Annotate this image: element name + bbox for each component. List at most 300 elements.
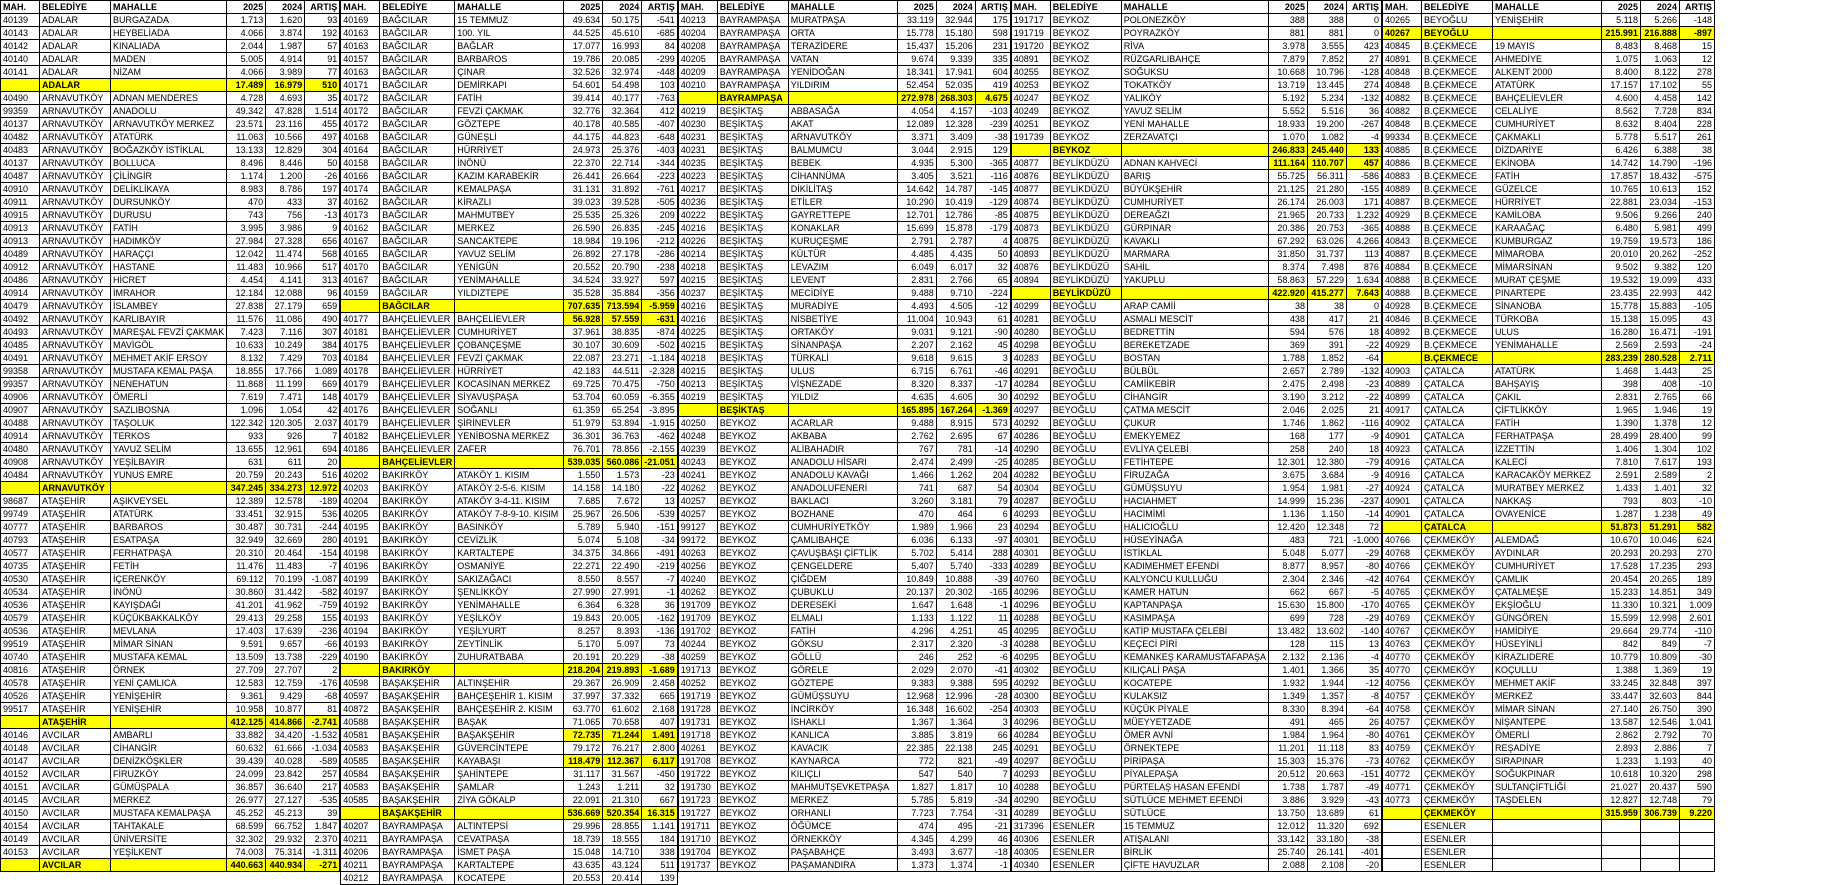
cell-y2025[interactable]: 842 — [1601, 638, 1640, 651]
cell-mahalle[interactable]: YENİMAHALLE — [455, 274, 564, 287]
cell-mah[interactable]: 40231 — [678, 131, 717, 144]
cell-mah[interactable]: 40283 — [1011, 352, 1050, 365]
cell-mah[interactable]: 40876 — [1011, 261, 1050, 274]
cell-y2024[interactable]: 1.817 — [936, 781, 975, 794]
cell-belediye[interactable]: ARNAVUTKÖY — [40, 222, 111, 235]
table-row[interactable] — [678, 521, 1010, 534]
table-row[interactable] — [1382, 326, 1714, 339]
cell-belediye[interactable]: BAĞCILAR — [380, 105, 455, 118]
cell-y2025[interactable]: 27.984 — [227, 235, 266, 248]
cell-mah[interactable]: 40171 — [341, 79, 380, 92]
cell-mahalle[interactable]: DİKİLİTAŞ — [788, 183, 897, 196]
cell-y2024[interactable]: 71.244 — [603, 729, 642, 742]
cell-belediye[interactable]: ÇATALCA — [1421, 417, 1492, 430]
cell-mah[interactable]: 40296 — [1011, 586, 1050, 599]
table-row[interactable] — [1382, 300, 1714, 313]
cell-y2024[interactable]: 19.200 — [1307, 118, 1346, 131]
cell-mahalle[interactable]: LEVENT — [788, 274, 897, 287]
cell-artis[interactable]: -80 — [1346, 729, 1381, 742]
cell-mah[interactable]: 40887 — [1382, 196, 1421, 209]
cell-belediye[interactable]: ATAŞEHİR — [40, 638, 111, 651]
cell-belediye[interactable]: ARNAVUTKÖY — [40, 456, 111, 469]
cell-y2025[interactable]: 11.063 — [227, 131, 266, 144]
cell-y2025[interactable]: 33.451 — [227, 508, 266, 521]
cell-mahalle[interactable]: PAŞAMANDIRA — [788, 859, 897, 872]
cell-y2024[interactable]: 12.348 — [1307, 521, 1346, 534]
cell-artis[interactable]: 270 — [1679, 547, 1714, 560]
cell-mahalle[interactable]: PİYALEPAŞA — [1121, 768, 1268, 781]
cell-y2025[interactable]: 33.447 — [1601, 690, 1640, 703]
cell-mahalle[interactable]: YENİŞEHİR — [1492, 14, 1601, 27]
cell-belediye[interactable]: BEYOĞLU — [1050, 443, 1121, 456]
cell-mah[interactable]: 40848 — [1382, 79, 1421, 92]
cell-mah[interactable]: 40740 — [1, 651, 40, 664]
cell-belediye[interactable]: BEYOĞLU — [1050, 495, 1121, 508]
cell-y2024[interactable]: 18.555 — [603, 833, 642, 846]
cell-y2024[interactable]: 4.458 — [1640, 92, 1679, 105]
table-row[interactable] — [678, 274, 1010, 287]
table-row[interactable] — [1, 14, 340, 27]
cell-mah[interactable]: 40236 — [678, 196, 717, 209]
cell-belediye[interactable]: BEYKOZ — [717, 612, 788, 625]
cell-artis[interactable]: 624 — [1679, 534, 1714, 547]
cell-y2025[interactable]: 15.599 — [1601, 612, 1640, 625]
cell-mahalle[interactable]: MECİDİYE — [788, 287, 897, 300]
cell-belediye[interactable]: ADALAR — [40, 66, 111, 79]
table-row[interactable] — [678, 599, 1010, 612]
table-row[interactable] — [341, 625, 678, 638]
cell-mahalle[interactable]: ÇATALMEŞE — [1492, 586, 1601, 599]
cell-artis[interactable]: -874 — [642, 326, 678, 339]
table-row[interactable] — [1, 391, 340, 404]
cell-artis[interactable]: 2.458 — [642, 677, 678, 690]
cell-belediye[interactable]: BEYOĞLU — [1050, 469, 1121, 482]
cell-mahalle[interactable]: ÇİĞDEM — [788, 573, 897, 586]
cell-y2024[interactable]: 12.748 — [1640, 794, 1679, 807]
cell-artis[interactable]: -189 — [305, 495, 340, 508]
cell-mah[interactable]: 40299 — [1011, 300, 1050, 313]
cell-y2024[interactable]: 5.077 — [1307, 547, 1346, 560]
cell-artis[interactable]: 2.037 — [305, 417, 340, 430]
cell-artis[interactable]: 204 — [975, 469, 1010, 482]
cell-y2025[interactable]: 7.423 — [227, 326, 266, 339]
cell-y2025[interactable]: 2.791 — [897, 235, 936, 248]
cell-mahalle[interactable]: MURAT ÇEŞME — [1492, 274, 1601, 287]
cell-y2024[interactable]: 8.957 — [1307, 560, 1346, 573]
cell-belediye[interactable]: BEŞİKTAŞ — [717, 313, 788, 326]
cell-belediye[interactable]: ÇEKMEKÖY — [1421, 560, 1492, 573]
cell-mah[interactable]: 40906 — [1, 391, 40, 404]
cell-belediye[interactable]: BEŞİKTAŞ — [717, 274, 788, 287]
cell-y2025[interactable]: 474 — [897, 820, 936, 833]
cell-y2024[interactable]: 1.374 — [936, 859, 975, 872]
cell-y2024[interactable]: 12.088 — [266, 287, 305, 300]
cell-artis[interactable]: 844 — [1679, 690, 1714, 703]
cell-belediye[interactable]: ÇEKMEKÖY — [1421, 716, 1492, 729]
table-row[interactable] — [678, 118, 1010, 131]
cell-artis[interactable]: -365 — [1346, 222, 1381, 235]
cell-y2024[interactable]: 10.419 — [936, 196, 975, 209]
table-row[interactable] — [341, 144, 678, 157]
cell-mah[interactable]: 191713 — [678, 664, 717, 677]
cell-y2024[interactable]: 3.555 — [1307, 40, 1346, 53]
cell-belediye[interactable]: ATAŞEHİR — [40, 651, 111, 664]
cell-artis[interactable]: -5.959 — [642, 300, 678, 313]
cell-mah[interactable]: 40172 — [341, 105, 380, 118]
cell-mahalle[interactable]: EKŞİOĞLU — [1492, 599, 1601, 612]
table-row[interactable] — [678, 755, 1010, 768]
cell-belediye[interactable]: BEŞİKTAŞ — [717, 365, 788, 378]
cell-mahalle[interactable]: AHMEDİYE — [1492, 53, 1601, 66]
cell-y2024[interactable]: 1.082 — [1307, 131, 1346, 144]
cell-y2025[interactable]: 2.088 — [1268, 859, 1307, 872]
cell-y2025[interactable]: 1.466 — [897, 469, 936, 482]
cell-mah[interactable]: 40894 — [1011, 274, 1050, 287]
cell-artis[interactable]: -151 — [1346, 768, 1381, 781]
cell-y2024[interactable]: 54.498 — [603, 79, 642, 92]
table-row[interactable] — [1382, 742, 1714, 755]
cell-y2025[interactable]: 1.788 — [1268, 352, 1307, 365]
table-row[interactable] — [1, 560, 340, 573]
cell-y2024[interactable]: 881 — [1307, 27, 1346, 40]
cell-y2024[interactable]: 40.585 — [603, 118, 642, 131]
cell-artis[interactable]: -29 — [1346, 612, 1381, 625]
table-row[interactable] — [1011, 170, 1381, 183]
cell-mah[interactable]: 40882 — [1382, 105, 1421, 118]
cell-y2024[interactable]: 687 — [936, 482, 975, 495]
cell-belediye[interactable]: B.ÇEKMECE — [1421, 157, 1492, 170]
cell-y2024[interactable]: 26.750 — [1640, 703, 1679, 716]
table-row[interactable] — [1382, 846, 1714, 859]
cell-y2025[interactable]: 41.201 — [227, 599, 266, 612]
cell-mah[interactable]: 40249 — [1011, 105, 1050, 118]
cell-y2025[interactable]: 14.642 — [897, 183, 936, 196]
cell-mah[interactable]: 191731 — [678, 716, 717, 729]
cell-y2024[interactable]: 32.848 — [1640, 677, 1679, 690]
cell-mahalle[interactable]: MURATBEY MERKEZ — [1492, 482, 1601, 495]
cell-belediye[interactable]: B.ÇEKMECE — [1421, 209, 1492, 222]
cell-y2024[interactable]: 43.124 — [603, 859, 642, 872]
cell-mahalle[interactable]: DERESEKİ — [788, 599, 897, 612]
table-row[interactable] — [341, 846, 678, 859]
table-row[interactable] — [1011, 339, 1381, 352]
cell-artis[interactable]: -1 — [975, 599, 1010, 612]
table-row[interactable] — [1011, 40, 1381, 53]
cell-y2024[interactable]: 2.499 — [936, 456, 975, 469]
cell-mah[interactable]: 40875 — [1011, 235, 1050, 248]
cell-y2024[interactable]: 5.517 — [1640, 131, 1679, 144]
cell-mah[interactable]: 40908 — [1, 456, 40, 469]
cell-mahalle[interactable]: DELİKLİKAYA — [111, 183, 227, 196]
table-total-row[interactable] — [678, 92, 1010, 105]
cell-belediye[interactable]: BAĞCILAR — [380, 157, 455, 170]
column-header-beledi-ye[interactable]: BELEDİYE — [1050, 1, 1121, 14]
table-row[interactable] — [341, 196, 678, 209]
cell-y2024[interactable]: 11.199 — [266, 378, 305, 391]
cell-mah[interactable]: 40261 — [678, 742, 717, 755]
cell-y2024[interactable]: 27.328 — [266, 235, 305, 248]
cell-mah[interactable]: 99358 — [1, 365, 40, 378]
cell-mahalle[interactable]: ATATÜRK — [111, 508, 227, 521]
cell-artis[interactable]: -18 — [975, 846, 1010, 859]
cell-mahalle[interactable]: BEBEK — [788, 157, 897, 170]
cell-mah[interactable]: 99359 — [1, 105, 40, 118]
cell-artis[interactable]: 155 — [305, 612, 340, 625]
cell-y2025[interactable]: 8.877 — [1268, 560, 1307, 573]
cell-belediye[interactable]: BEYOĞLU — [1050, 599, 1121, 612]
cell-mahalle[interactable]: ÇİLİNGİR — [111, 170, 227, 183]
table-row[interactable] — [341, 14, 678, 27]
cell-mah[interactable]: 40876 — [1011, 170, 1050, 183]
cell-artis[interactable]: -9 — [1346, 469, 1381, 482]
cell-artis[interactable]: -1.532 — [305, 729, 340, 742]
cell-y2024[interactable]: 391 — [1307, 339, 1346, 352]
cell-y2025[interactable]: 11.330 — [1601, 599, 1640, 612]
cell-y2024[interactable]: 7.728 — [1640, 105, 1679, 118]
cell-y2025[interactable]: 128 — [1268, 638, 1307, 651]
cell-belediye[interactable]: BEYOĞLU — [1050, 417, 1121, 430]
cell-y2025[interactable]: 20.759 — [227, 469, 266, 482]
cell-y2024[interactable]: 9.615 — [936, 352, 975, 365]
cell-mahalle[interactable]: SOĞUKPINAR — [1492, 768, 1601, 781]
cell-mahalle[interactable]: OVAYENİCE — [1492, 508, 1601, 521]
cell-belediye[interactable]: BEYKOZ — [717, 534, 788, 547]
cell-mahalle[interactable]: KAYNARCA — [788, 755, 897, 768]
cell-belediye[interactable]: ESENLER — [1050, 820, 1121, 833]
cell-mah[interactable]: 40901 — [1382, 508, 1421, 521]
cell-y2024[interactable]: 245.440 — [1307, 144, 1346, 157]
cell-artis[interactable]: -191 — [1679, 326, 1714, 339]
cell-belediye[interactable]: BEYOĞLU — [1050, 508, 1121, 521]
cell-artis[interactable]: -85 — [975, 209, 1010, 222]
cell-mah[interactable]: 40158 — [341, 157, 380, 170]
cell-y2024[interactable]: 27.991 — [603, 586, 642, 599]
cell-artis[interactable]: 261 — [1679, 131, 1714, 144]
cell-mahalle[interactable]: FATİH — [455, 92, 564, 105]
cell-belediye[interactable]: BEYOĞLU — [1050, 300, 1121, 313]
cell-y2025[interactable]: 594 — [1268, 326, 1307, 339]
table-row[interactable] — [1011, 378, 1381, 391]
cell-artis[interactable]: -450 — [642, 768, 678, 781]
cell-mah[interactable]: 40899 — [1382, 391, 1421, 404]
cell-y2025[interactable]: 2.317 — [897, 638, 936, 651]
cell-belediye[interactable]: BEYKOZ — [717, 794, 788, 807]
cell-belediye[interactable]: BAĞCILAR — [380, 118, 455, 131]
cell-y2025[interactable]: 29.413 — [227, 612, 266, 625]
table-row[interactable] — [1011, 729, 1381, 742]
cell-mah[interactable]: 40231 — [678, 144, 717, 157]
cell-y2024[interactable]: 1.944 — [1307, 677, 1346, 690]
cell-y2024[interactable]: 18.432 — [1640, 170, 1679, 183]
cell-y2025[interactable]: 470 — [227, 196, 266, 209]
cell-y2024[interactable]: 10.320 — [1640, 768, 1679, 781]
cell-artis[interactable]: -333 — [975, 560, 1010, 573]
cell-artis[interactable]: 93 — [305, 14, 340, 27]
table-row[interactable] — [341, 183, 678, 196]
cell-mah[interactable]: 40212 — [341, 872, 380, 885]
cell-artis[interactable]: -448 — [642, 66, 678, 79]
cell-y2025[interactable]: 12.301 — [1268, 456, 1307, 469]
cell-artis[interactable]: 582 — [1679, 521, 1714, 534]
cell-mahalle[interactable]: AKBABA — [788, 430, 897, 443]
cell-y2024[interactable]: 3.181 — [936, 495, 975, 508]
cell-belediye[interactable]: BAYRAMPAŞA — [380, 820, 455, 833]
cell-mahalle[interactable]: TERKOS — [111, 430, 227, 443]
cell-mahalle[interactable]: FİRUZAĞA — [1121, 469, 1268, 482]
cell-mah[interactable]: 40588 — [341, 716, 380, 729]
table-row[interactable] — [1, 118, 340, 131]
cell-mah[interactable]: 40765 — [1382, 599, 1421, 612]
cell-mahalle[interactable]: KEMANKEŞ KARAMUSTAFAPAŞA — [1121, 651, 1268, 664]
cell-belediye[interactable]: BEYOĞLU — [1050, 690, 1121, 703]
cell-y2024[interactable]: 3.409 — [936, 131, 975, 144]
cell-mahalle[interactable]: FATİH — [1492, 417, 1601, 430]
table-row[interactable] — [678, 703, 1010, 716]
cell-y2025[interactable]: 12.389 — [227, 495, 266, 508]
cell-mahalle[interactable]: ALTINŞEHİR — [455, 677, 564, 690]
column-header-mah[interactable]: MAH. — [1011, 1, 1050, 14]
table-row[interactable] — [1, 573, 340, 586]
cell-mah[interactable]: 40534 — [1, 586, 40, 599]
cell-y2024[interactable]: 20.085 — [603, 53, 642, 66]
cell-belediye[interactable]: ÇEKMEKÖY — [1421, 651, 1492, 664]
cell-artis[interactable]: 7 — [975, 768, 1010, 781]
cell-belediye[interactable]: ATAŞEHİR — [40, 586, 111, 599]
cell-artis[interactable]: 2.601 — [1679, 612, 1714, 625]
cell-y2025[interactable]: 28.499 — [1601, 430, 1640, 443]
table-row[interactable] — [1382, 677, 1714, 690]
cell-mah[interactable]: 191723 — [678, 794, 717, 807]
cell-mahalle[interactable]: KILIÇLI — [788, 768, 897, 781]
cell-mahalle[interactable]: CEVİZLİK — [455, 534, 564, 547]
table-row[interactable] — [1382, 547, 1714, 560]
cell-y2025[interactable]: 1.989 — [897, 521, 936, 534]
cell-mahalle[interactable]: ANADOLU — [111, 105, 227, 118]
cell-belediye[interactable]: AVCILAR — [40, 807, 111, 820]
cell-y2024[interactable]: 7.429 — [266, 352, 305, 365]
column-header-mah[interactable]: MAH. — [341, 1, 380, 14]
cell-mahalle[interactable]: 100. YIL — [455, 27, 564, 40]
cell-mah[interactable]: 40891 — [1011, 53, 1050, 66]
table-row[interactable] — [341, 248, 678, 261]
table-row[interactable] — [1011, 599, 1381, 612]
cell-y2025[interactable]: 4.635 — [897, 391, 936, 404]
cell-belediye[interactable]: BEYKOZ — [1050, 105, 1121, 118]
cell-belediye[interactable]: BAKIRKÖY — [380, 534, 455, 547]
table-row[interactable] — [1011, 105, 1381, 118]
cell-artis[interactable]: 6.117 — [642, 755, 678, 768]
cell-mah[interactable]: 40893 — [1011, 248, 1050, 261]
cell-mahalle[interactable]: YEŞİLKENT — [111, 846, 227, 859]
cell-artis[interactable]: 307 — [305, 326, 340, 339]
table-row[interactable] — [1011, 625, 1381, 638]
table-row[interactable] — [341, 404, 678, 417]
table-row[interactable] — [1011, 14, 1381, 27]
cell-mahalle[interactable]: BAĞLAR — [455, 40, 564, 53]
cell-mah[interactable]: 40911 — [1, 196, 40, 209]
cell-artis[interactable]: 604 — [975, 66, 1010, 79]
table-row[interactable] — [1382, 768, 1714, 781]
cell-artis[interactable]: -14 — [975, 443, 1010, 456]
cell-artis[interactable]: 1.491 — [642, 729, 678, 742]
cell-mahalle[interactable]: HASTANE — [111, 261, 227, 274]
cell-y2024[interactable]: 52.035 — [936, 79, 975, 92]
column-header-2024[interactable]: 2024 — [1640, 1, 1679, 14]
cell-y2024[interactable]: 23.842 — [266, 768, 305, 781]
cell-artis[interactable]: 43 — [1679, 313, 1714, 326]
column-header-mahalle[interactable]: MAHALLE — [455, 1, 564, 14]
cell-artis[interactable]: -462 — [642, 430, 678, 443]
cell-belediye[interactable]: BEYKOZ — [717, 599, 788, 612]
cell-mahalle[interactable]: MİMAROBA — [1492, 248, 1601, 261]
cell-y2025[interactable]: 54.601 — [564, 79, 603, 92]
cell-mah[interactable]: 40288 — [1011, 612, 1050, 625]
cell-belediye[interactable]: BAĞCILAR — [380, 53, 455, 66]
cell-y2024[interactable]: 8.786 — [266, 183, 305, 196]
cell-mah[interactable]: 40286 — [1011, 430, 1050, 443]
cell-artis[interactable]: -539 — [642, 508, 678, 521]
cell-belediye[interactable]: BAHÇELİEVLER — [380, 352, 455, 365]
cell-mah[interactable]: 40306 — [1011, 833, 1050, 846]
table-row[interactable] — [341, 352, 678, 365]
cell-mah[interactable]: 40257 — [678, 508, 717, 521]
cell-belediye[interactable]: BEŞİKTAŞ — [717, 209, 788, 222]
cell-mah[interactable]: 40296 — [1011, 716, 1050, 729]
table-row[interactable] — [678, 469, 1010, 482]
cell-artis[interactable]: -39 — [975, 573, 1010, 586]
cell-y2024[interactable]: 45.610 — [603, 27, 642, 40]
cell-artis[interactable]: 61 — [1346, 807, 1381, 820]
cell-mahalle[interactable]: BÜLBÜL — [1121, 365, 1268, 378]
cell-y2025[interactable]: 20.293 — [1601, 547, 1640, 560]
cell-mahalle[interactable]: ŞAHİNTEPE — [455, 768, 564, 781]
table-row[interactable] — [1382, 157, 1714, 170]
table-total-row[interactable] — [1, 859, 340, 872]
cell-mah[interactable]: 99357 — [1, 378, 40, 391]
cell-y2025[interactable]: 2.029 — [897, 664, 936, 677]
cell-belediye[interactable]: BAHÇELİEVLER — [380, 313, 455, 326]
cell-y2025[interactable]: 15.233 — [1601, 586, 1640, 599]
cell-artis[interactable]: -155 — [1346, 183, 1381, 196]
cell-mah[interactable]: 40480 — [1, 443, 40, 456]
cell-y2024[interactable]: 611 — [266, 456, 305, 469]
cell-y2024[interactable]: 110.707 — [1307, 157, 1346, 170]
cell-belediye[interactable]: ARNAVUTKÖY — [40, 131, 111, 144]
cell-belediye[interactable]: BAYRAMPAŞA — [717, 14, 788, 27]
table-row[interactable] — [678, 846, 1010, 859]
table-row[interactable] — [678, 261, 1010, 274]
cell-mahalle[interactable]: KANLICA — [788, 729, 897, 742]
cell-belediye[interactable]: BAKIRKÖY — [380, 651, 455, 664]
cell-y2025[interactable]: 440.663 — [227, 859, 266, 872]
cell-artis[interactable]: 338 — [642, 846, 678, 859]
table-row[interactable] — [1382, 222, 1714, 235]
table-row[interactable] — [678, 677, 1010, 690]
cell-belediye[interactable]: BAKIRKÖY — [380, 495, 455, 508]
cell-mahalle[interactable]: HEYBELİADA — [111, 27, 227, 40]
cell-y2025[interactable]: 793 — [1601, 495, 1640, 508]
cell-mah[interactable]: 40139 — [1, 14, 40, 27]
cell-mah[interactable]: 40910 — [1, 183, 40, 196]
cell-mah[interactable]: 40164 — [341, 144, 380, 157]
cell-artis[interactable]: 10 — [975, 781, 1010, 794]
cell-artis[interactable]: -2.328 — [642, 365, 678, 378]
table-row[interactable] — [341, 638, 678, 651]
cell-artis[interactable]: -491 — [642, 547, 678, 560]
table-row[interactable] — [1, 690, 340, 703]
cell-mahalle[interactable]: ALTINTEPSİ — [455, 820, 564, 833]
cell-y2024[interactable]: 9.429 — [266, 690, 305, 703]
